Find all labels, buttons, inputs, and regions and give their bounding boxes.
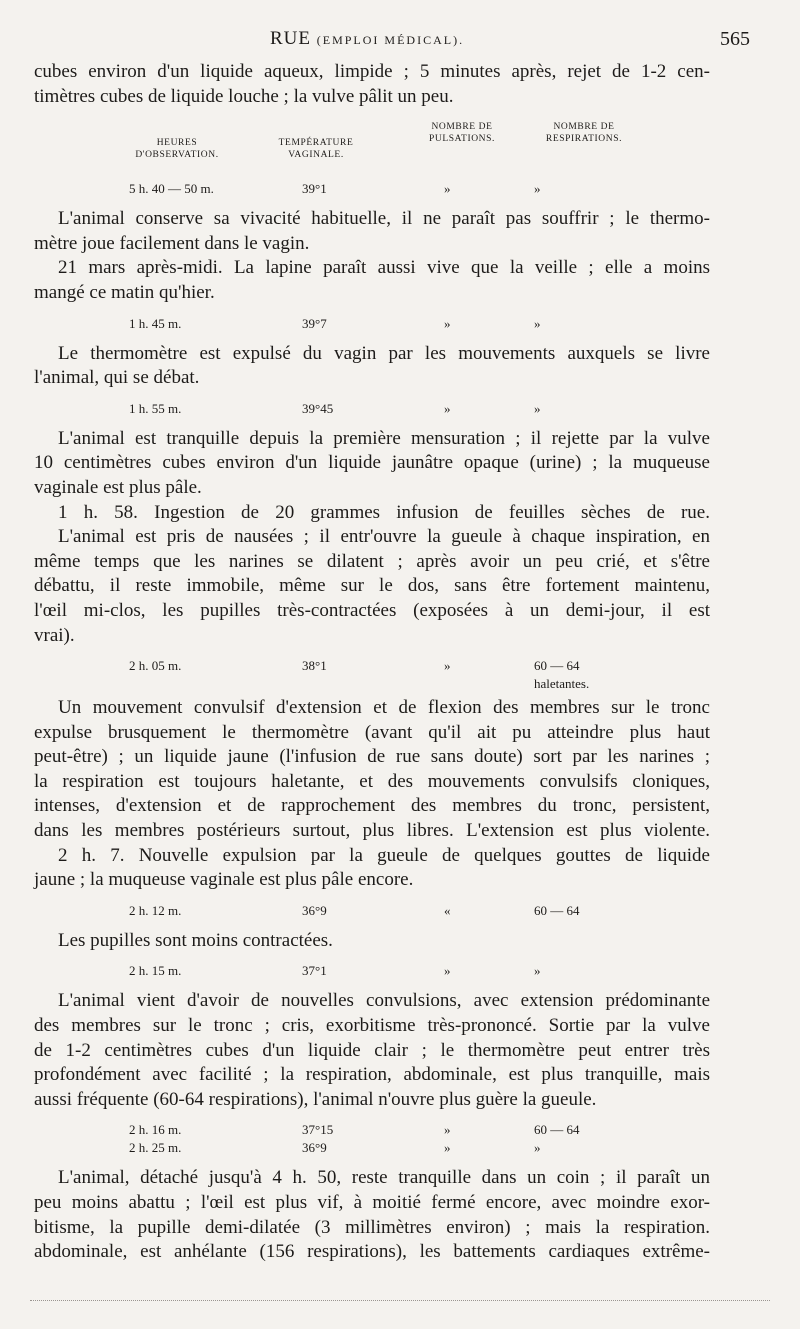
cell-hours: 2 h. 12 m. <box>129 902 182 918</box>
text-line: de 1-2 centimètres cubes d'un liquide clair ; le thermomètre peut entrer très <box>34 1039 710 1061</box>
cell-hours: 2 h. 15 m. <box>129 963 182 979</box>
table-row <box>34 312 710 330</box>
col-header-respiration: NOMBRE DE RESPIRATIONS. <box>545 122 623 145</box>
paragraph <box>34 427 710 501</box>
table-row <box>34 959 710 977</box>
paragraph <box>34 844 710 893</box>
cell-hours: 5 h. 40 — 50 m. <box>129 181 214 197</box>
text-line: profondément avec facilité ; la respiration, abdominale, est plus tranquille, mais <box>34 1064 710 1086</box>
paragraph <box>34 696 710 844</box>
table-row <box>34 397 710 415</box>
cell-respiration-note: haletantes. <box>534 676 590 692</box>
paragraph <box>34 1166 710 1264</box>
text-line: timètres cubes de liquide louche ; la vulve pâlit un peu. <box>34 85 454 107</box>
text-line: des membres sur le tronc ; cris, exorbitisme très-prononcé. Sortie par la vulve <box>34 1015 710 1037</box>
col-header-pulse: NOMBRE DE PULSATIONS. <box>429 122 495 145</box>
table-row <box>34 654 710 672</box>
cell-pulse: » <box>444 315 451 331</box>
cell-respiration: 60 — 64 <box>534 1122 580 1138</box>
cell-respiration: » <box>534 181 541 197</box>
running-title-sub: (EMPLOI MÉDICAL). <box>316 33 465 47</box>
text-line: intenses, d'extension et de rapprochement des membres du tronc, persistent, <box>34 795 710 817</box>
cell-temperature: 39°45 <box>302 400 334 416</box>
cell-respiration: » <box>534 963 541 979</box>
text-line: mètre joue facilement dans le vagin. <box>34 232 310 254</box>
text-line: L'animal conserve sa vivacité habituelle, il ne paraît pas souffrir ; le thermo- <box>58 208 710 230</box>
text-line: L'animal vient d'avoir de nouvelles convulsions, avec extension prédominante <box>58 990 710 1012</box>
cell-pulse: » <box>444 181 451 197</box>
table-row-note <box>34 672 710 690</box>
cell-temperature: 39°1 <box>302 181 327 197</box>
cell-respiration: 60 — 64 <box>534 902 580 918</box>
cell-temperature: 37°15 <box>302 1122 334 1138</box>
text-line: mangé ce matin qu'hier. <box>34 281 215 303</box>
paragraph <box>34 342 710 391</box>
text-line: expulse brusquement le thermomètre (avant qu'il ait pu atteindre plus haut <box>34 721 710 743</box>
cell-hours: 1 h. 55 m. <box>129 400 182 416</box>
text-line: Le thermomètre est expulsé du vagin par les mouvements auxquels se livre <box>58 342 710 364</box>
table-header <box>34 117 710 175</box>
cell-temperature: 36°9 <box>302 1140 327 1156</box>
cell-temperature: 36°9 <box>302 902 327 918</box>
col-header-temperature: TEMPÉRATURE VAGINALE. <box>278 138 354 161</box>
text-line: L'animal, détaché jusqu'à 4 h. 50, reste tranquille dans un coin ; il paraît un <box>58 1167 710 1189</box>
page-header <box>0 26 800 56</box>
text-line: L'animal est pris de nausées ; il entr'ouvre la gueule à chaque inspiration, en <box>58 526 710 548</box>
cell-respiration: 60 — 64 <box>534 658 580 674</box>
cell-pulse: » <box>444 658 451 674</box>
cell-temperature: 39°7 <box>302 315 327 331</box>
text-line: L'animal est tranquille depuis la première mensuration ; il rejette par la vulve <box>58 427 710 449</box>
paragraph <box>34 989 710 1112</box>
paragraph <box>34 256 710 305</box>
table-row <box>34 1136 710 1154</box>
text-line: la respiration est toujours haletante, et des mouvements convulsifs cloniques, <box>34 770 710 792</box>
text-line: cubes environ d'un liquide aqueux, limpide ; 5 minutes après, rejet de 1-2 cen- <box>34 61 710 82</box>
text-line: 21 mars après-midi. La lapine paraît aussi vive que la veille ; elle a moins <box>58 257 710 279</box>
cell-pulse: » <box>444 1140 451 1156</box>
table-row <box>34 899 710 917</box>
text-line: Les pupilles sont moins contractées. <box>58 929 333 951</box>
text-line: 10 centimètres cubes environ d'un liquide jaunâtre opaque (urine) ; la muqueuse <box>34 452 710 474</box>
table-row <box>34 177 710 195</box>
text-line: l'œil mi-clos, les pupilles très-contractées (exposées à un demi-jour, il est <box>34 599 710 621</box>
paragraph <box>34 525 710 648</box>
cell-respiration: » <box>534 400 541 416</box>
cell-respiration: » <box>534 1140 541 1156</box>
text-line: débattu, il reste immobile, même sur le dos, sans être fortement maintenu, <box>34 575 710 597</box>
table-row <box>34 1118 710 1136</box>
cell-hours: 2 h. 16 m. <box>129 1122 182 1138</box>
col-header-hours: HEURES D'OBSERVATION. <box>135 138 219 161</box>
text-line: peut-être) ; un liquide jaune (l'infusion de rue sans doute) sort par les narines ; <box>34 746 710 768</box>
text-line: même temps que les narines se dilatent ; après avoir un peu crié, et s'être <box>34 550 710 572</box>
text-line: peu moins abattu ; l'œil est plus vif, à moitié fermé encore, avec moindre exor- <box>34 1192 710 1213</box>
cell-hours: 2 h. 05 m. <box>129 658 182 674</box>
cell-pulse: « <box>444 902 451 918</box>
cell-hours: 2 h. 25 m. <box>129 1140 182 1156</box>
text-line: bitisme, la pupille demi-dilatée (3 millimètres environ) ; mais la respiration. <box>34 1216 710 1238</box>
text-line: l'animal, qui se débat. <box>34 367 200 389</box>
paragraph <box>34 60 710 109</box>
text-line: aussi fréquente (60-64 respirations), l'animal n'ouvre plus guère la gueule. <box>34 1088 597 1110</box>
cell-temperature: 38°1 <box>302 658 327 674</box>
cell-pulse: » <box>444 963 451 979</box>
running-title <box>270 28 464 50</box>
cell-temperature: 37°1 <box>302 963 327 979</box>
text-line: 2 h. 7. Nouvelle expulsion par la gueule de quelques gouttes de liquide <box>58 844 710 866</box>
paragraph <box>34 929 710 954</box>
text-line: jaune ; la muqueuse vaginale est plus pâle encore. <box>34 869 414 891</box>
paragraph <box>34 207 710 256</box>
text-line: Un mouvement convulsif d'extension et de flexion des membres sur le tronc <box>58 697 710 719</box>
page-number: 565 <box>720 28 750 50</box>
paragraph <box>34 501 710 526</box>
running-title-main: RUE <box>270 28 311 49</box>
text-line: dans les membres postérieurs surtout, plus libres. L'extension est plus violente. <box>34 820 710 842</box>
bottom-rule <box>30 1300 770 1303</box>
text-line: vaginale est plus pâle. <box>34 476 202 498</box>
cell-respiration: » <box>534 315 541 331</box>
text-line: vrai). <box>34 624 75 646</box>
text-line: 1 h. 58. Ingestion de 20 grammes infusion de feuilles sèches de rue. <box>58 501 710 523</box>
page-body <box>34 60 710 1265</box>
cell-pulse: » <box>444 1122 451 1138</box>
cell-pulse: » <box>444 400 451 416</box>
cell-hours: 1 h. 45 m. <box>129 315 182 331</box>
text-line: abdominale, est anhélante (156 respirations), les battements cardiaques extrême- <box>34 1241 710 1263</box>
